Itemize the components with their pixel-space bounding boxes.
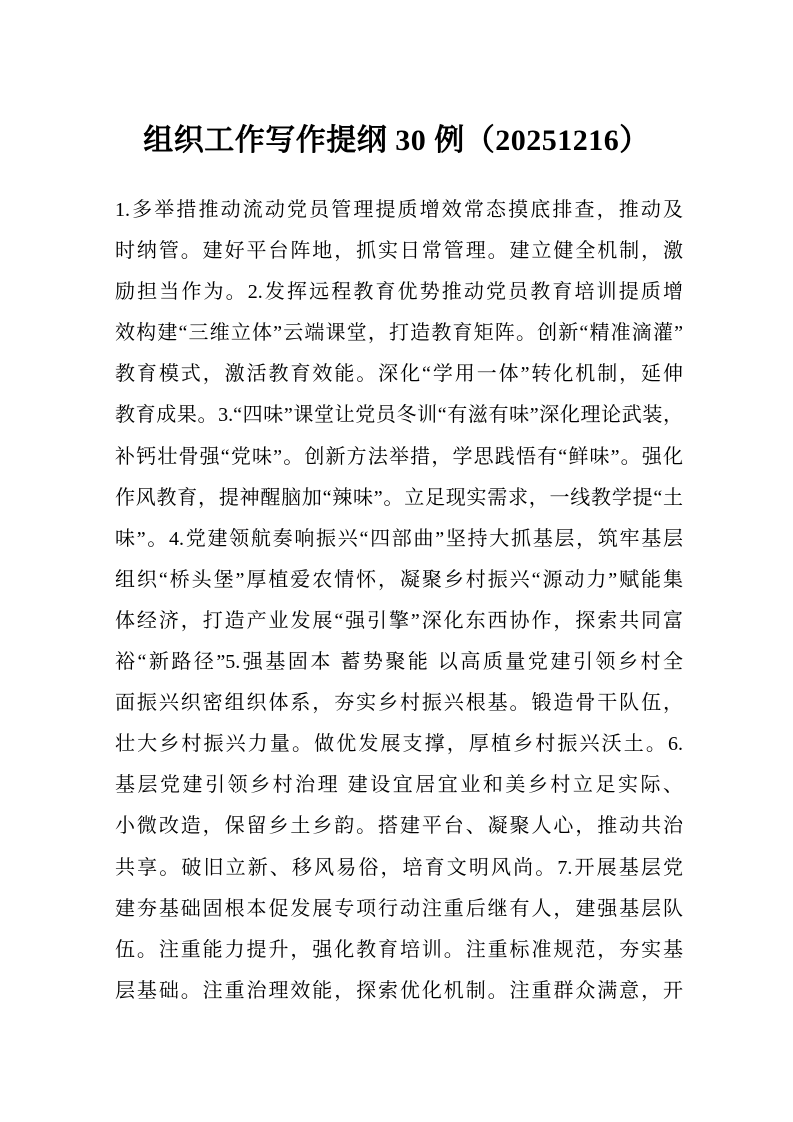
- paragraph-line: 裕“新路径”5.强基固本 蓄势聚能 以高质量党建引领乡村全: [115, 651, 683, 674]
- paragraph-line: 教育成果。3.“四味”课堂让党员冬训“有滋有味”深化理论武装，: [115, 404, 683, 427]
- paragraph-line: 面振兴织密组织体系，夯实乡村振兴根基。锻造骨干队伍，: [115, 692, 683, 715]
- paragraph-line: 基层党建引领乡村治理 建设宜居宜业和美乡村立足实际、: [115, 774, 683, 797]
- paragraph-line: 时纳管。建好平台阵地，抓实日常管理。建立健全机制，激: [115, 240, 683, 263]
- paragraph-line: 作风教育，提神醒脑加“辣味”。立足现实需求，一线教学提“土: [115, 486, 683, 509]
- paragraph-line: 效构建“三维立体”云端课堂，打造教育矩阵。创新“精准滴灌”: [115, 322, 683, 345]
- paragraph-line: 教育模式，激活教育效能。深化“学用一体”转化机制，延伸: [115, 363, 683, 386]
- document-title: 组织工作写作提纲 30 例（20251216）: [143, 124, 650, 157]
- paragraph-line: 补钙壮骨强“党味”。创新方法举措，学思践悟有“鲜味”。强化: [115, 445, 683, 468]
- document-body: [115, 190, 683, 1012]
- paragraph-line: 小微改造，保留乡土乡韵。搭建平台、凝聚人心，推动共治: [115, 815, 683, 838]
- paragraph-line: 共享。破旧立新、移风易俗，培育文明风尚。7.开展基层党: [115, 856, 683, 879]
- paragraph-line: 伍。注重能力提升，强化教育培训。注重标准规范，夯实基: [115, 938, 683, 961]
- paragraph-line: 味”。4.党建领航奏响振兴“四部曲”坚持大抓基层，筑牢基层: [115, 527, 683, 550]
- paragraph-line: 1.多举措推动流动党员管理提质增效常态摸底排查，推动及: [115, 199, 683, 221]
- paragraph-line: 体经济，打造产业发展“强引擎”深化东西协作，探索共同富: [115, 609, 683, 632]
- paragraph-line: 壮大乡村振兴力量。做优发展支撑，厚植乡村振兴沃土。6.: [115, 733, 683, 756]
- paragraph-line: 励担当作为。2.发挥远程教育优势推动党员教育培训提质增: [115, 281, 683, 304]
- paragraph-line: 层基础。注重治理效能，探索优化机制。注重群众满意，开: [115, 979, 683, 1002]
- paragraph-line: 组织“桥头堡”厚植爱农情怀，凝聚乡村振兴“源动力”赋能集: [115, 568, 683, 591]
- paragraph-line: 建夯基础固根本促发展专项行动注重后继有人，建强基层队: [115, 897, 683, 920]
